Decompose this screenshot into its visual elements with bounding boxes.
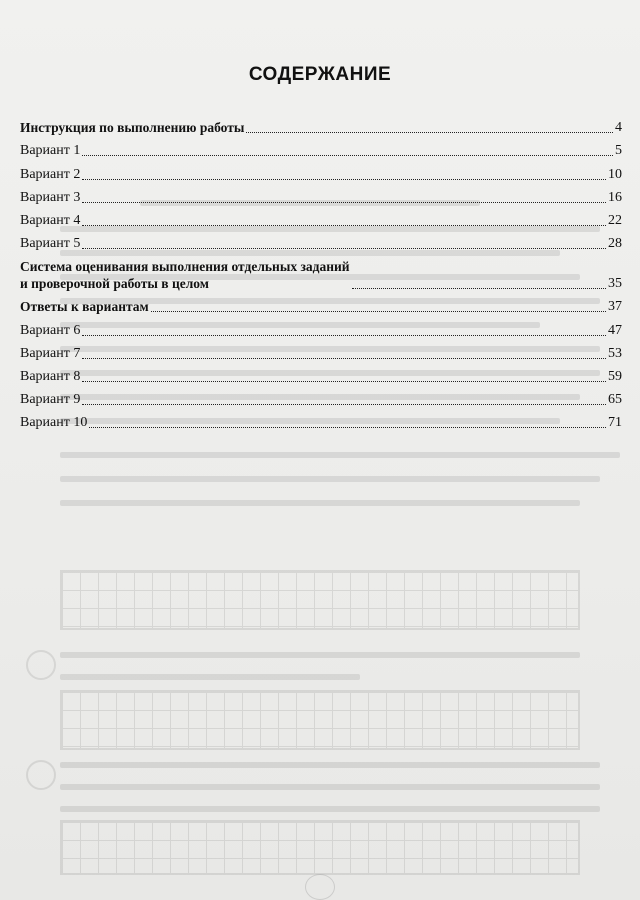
- dot-leader: [82, 225, 606, 226]
- dot-leader: [82, 179, 606, 180]
- toc-entry-variant-3[interactable]: [20, 183, 622, 206]
- toc-entry-variant-2[interactable]: [20, 159, 622, 182]
- toc-entry-variant-1[interactable]: [20, 136, 622, 159]
- dot-leader: [82, 155, 613, 156]
- toc-entry-label-line-2: и проверочной работы в целом: [20, 276, 209, 292]
- toc-entry-label: Вариант 2: [20, 166, 81, 182]
- dot-leader: [89, 427, 606, 428]
- toc-entry-variant-9[interactable]: [20, 385, 622, 408]
- toc-entry-variant-6[interactable]: [20, 315, 622, 338]
- dot-leader: [82, 358, 606, 359]
- toc-entry-page: 37: [608, 299, 622, 315]
- toc-entry-variant-5[interactable]: [20, 229, 622, 252]
- toc-entry-label: Вариант 7: [20, 345, 81, 361]
- toc-entry-page: 10: [608, 166, 622, 182]
- toc-entry-page: 5: [615, 143, 622, 159]
- toc-entry-page: 53: [608, 345, 622, 361]
- toc-entry-label: Вариант 1: [20, 143, 81, 159]
- toc-entry-page: 4: [615, 120, 622, 136]
- toc-entry-label: Вариант 6: [20, 322, 81, 338]
- dot-leader: [151, 311, 606, 312]
- toc-entry-label: Вариант 3: [20, 189, 81, 205]
- dot-leader: [82, 381, 606, 382]
- dot-leader: [82, 202, 606, 203]
- toc-entry-page: 35: [608, 276, 622, 292]
- toc-entry-variant-10[interactable]: [20, 408, 622, 431]
- table-of-contents: [20, 113, 622, 431]
- toc-entry-variant-7[interactable]: [20, 339, 622, 362]
- dot-leader: [82, 248, 606, 249]
- toc-entry-label: Вариант 8: [20, 368, 81, 384]
- dot-leader: [82, 335, 606, 336]
- toc-entry-page: 65: [608, 392, 622, 408]
- toc-entry-variant-8[interactable]: [20, 362, 622, 385]
- toc-entry-page: 28: [608, 236, 622, 252]
- toc-entry-label: Вариант 5: [20, 236, 81, 252]
- toc-entry-label: [20, 258, 350, 292]
- toc-entry-label: Вариант 4: [20, 212, 81, 228]
- page-title: СОДЕРЖАНИЕ: [248, 64, 392, 85]
- toc-entry-label: Вариант 10: [20, 415, 88, 431]
- toc-entry-grading-system[interactable]: [20, 252, 622, 292]
- toc-entry-label-line-1: Система оценивания выполнения отдельных заданий: [20, 259, 350, 275]
- toc-entry-label: Ответы к вариантам: [20, 299, 149, 315]
- toc-entry-page: 71: [608, 415, 622, 431]
- toc-entry-page: 59: [608, 368, 622, 384]
- toc-entry-page: 22: [608, 212, 622, 228]
- toc-entry-variant-4[interactable]: [20, 206, 622, 229]
- toc-entry-instructions[interactable]: [20, 113, 622, 136]
- dot-leader: [82, 404, 606, 405]
- toc-entry-label: Инструкция по выполнению работы: [20, 120, 245, 136]
- dot-leader: [246, 132, 613, 133]
- page-number-circle: [305, 874, 335, 900]
- dot-leader: [352, 288, 606, 289]
- toc-entry-page: 47: [608, 322, 622, 338]
- toc-entry-page: 16: [608, 189, 622, 205]
- toc-entry-label: Вариант 9: [20, 392, 81, 408]
- toc-entry-answers[interactable]: [20, 292, 622, 315]
